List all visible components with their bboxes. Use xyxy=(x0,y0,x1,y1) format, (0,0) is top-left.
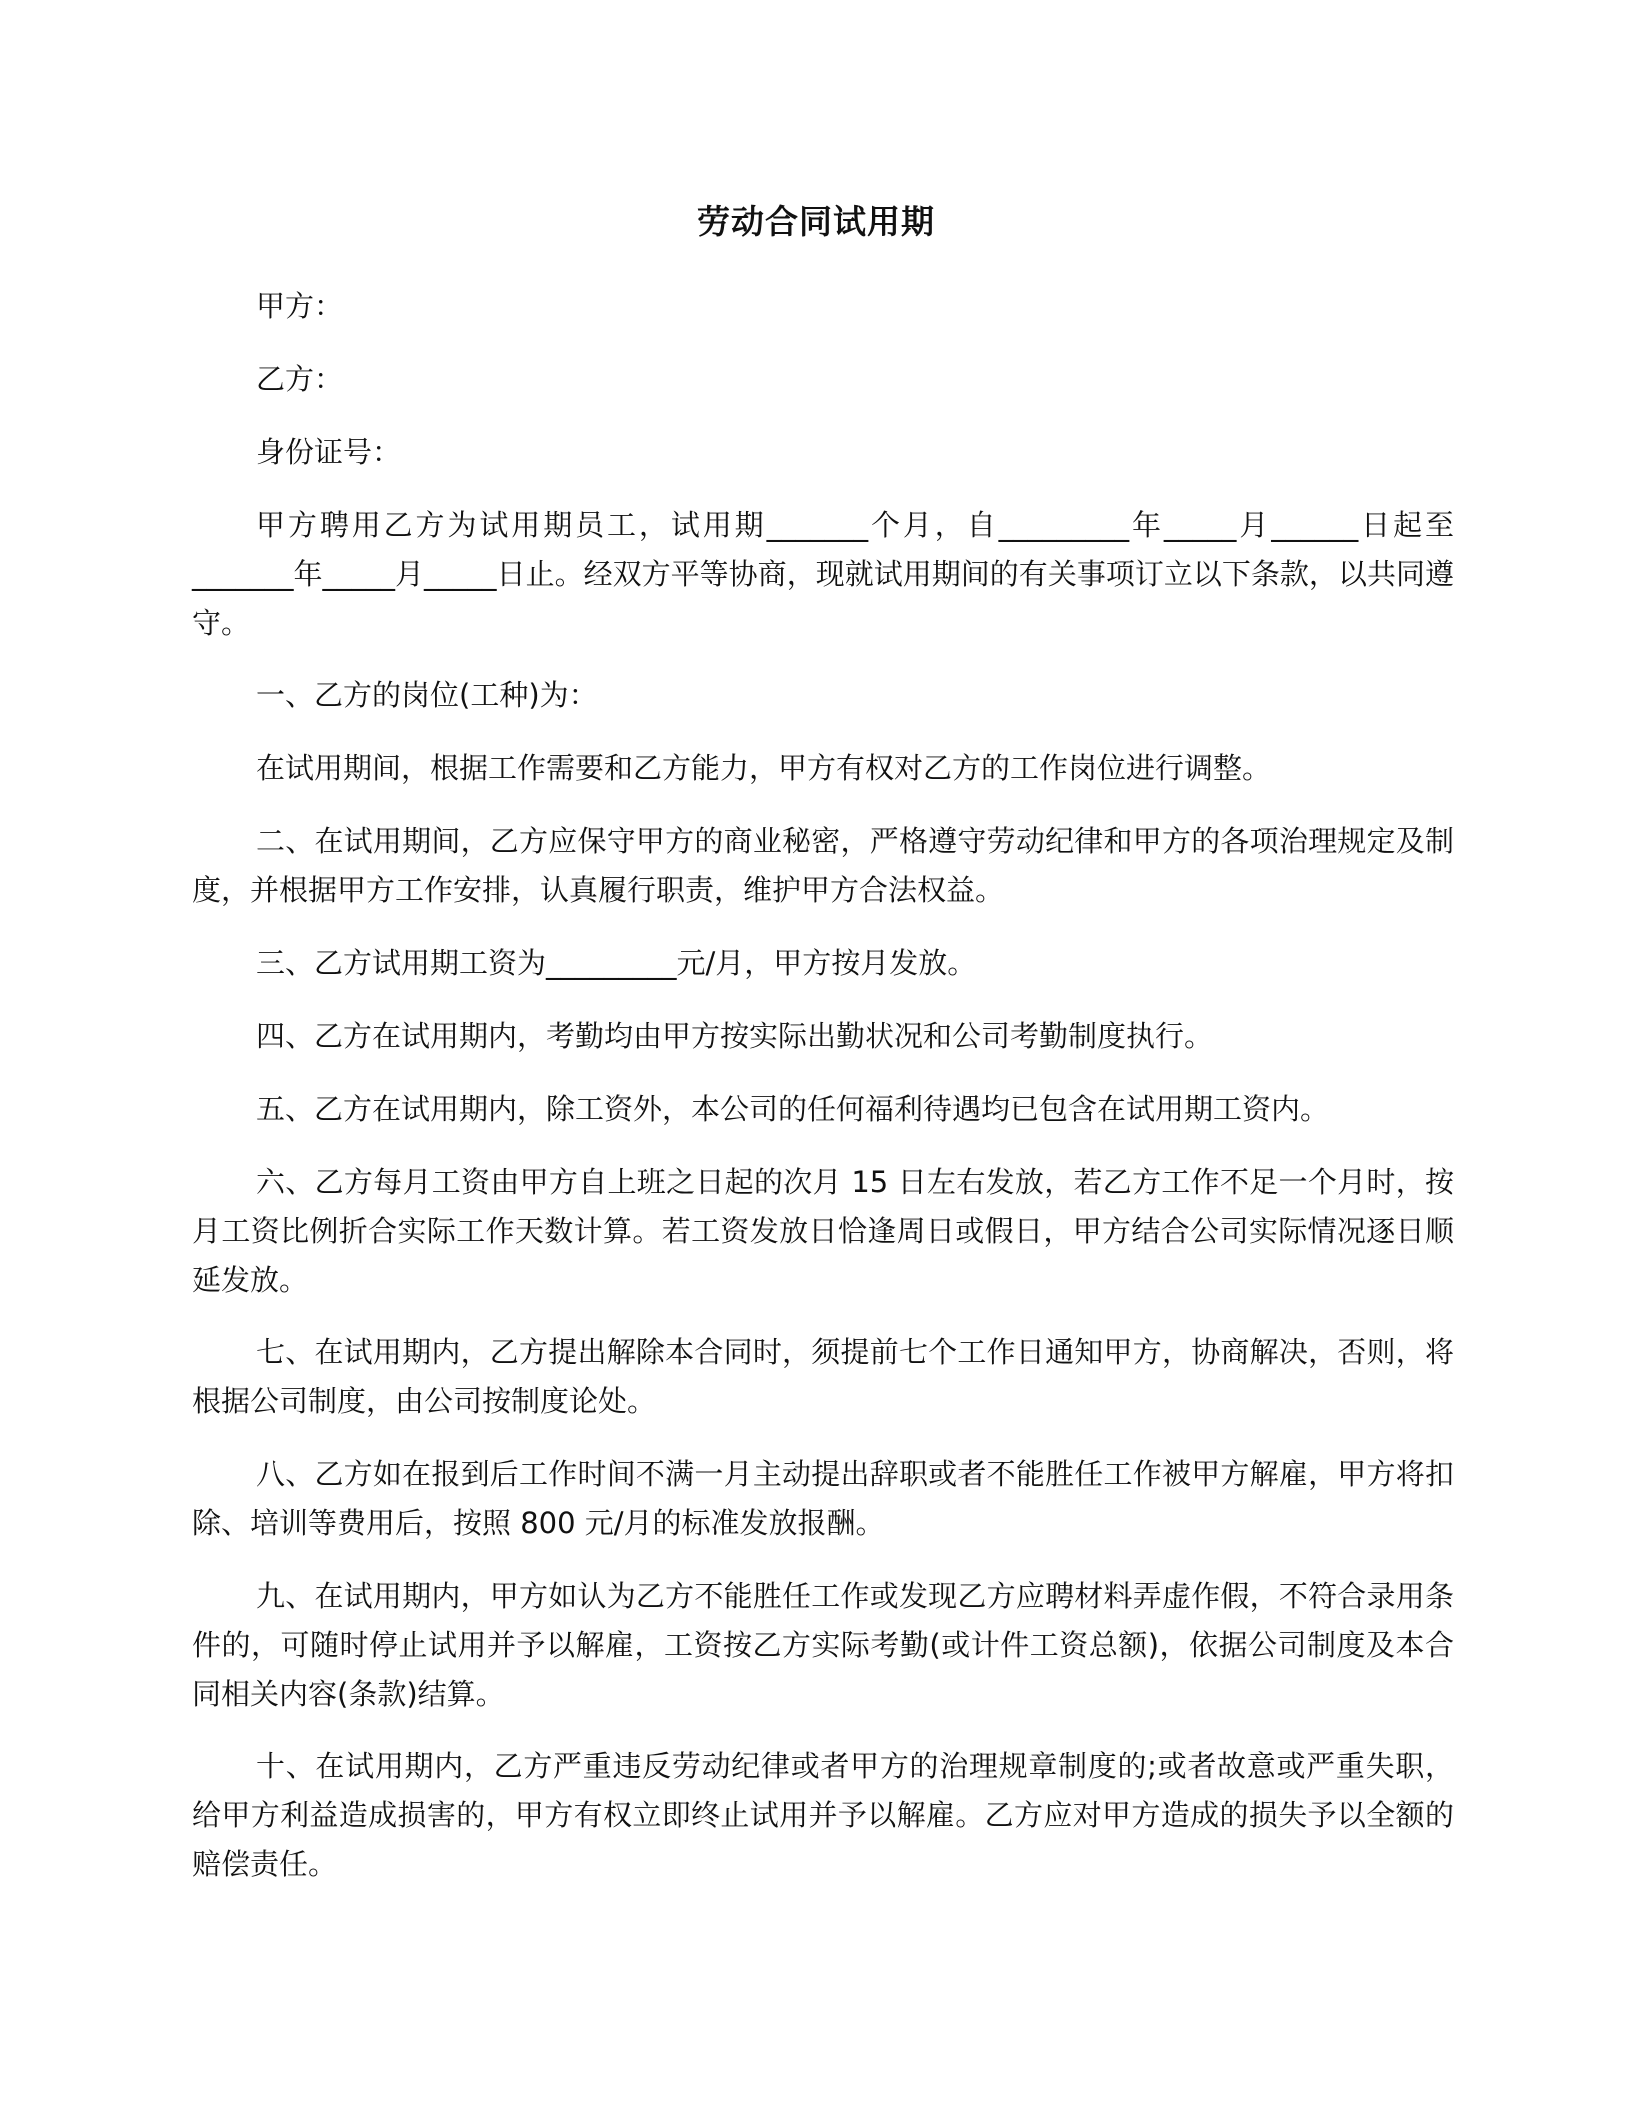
document-title: 劳动合同试用期 xyxy=(697,202,935,241)
clause-8: 八、乙方如在报到后工作时间不满一月主动提出辞职或者不能胜任工作被甲方解雇，甲方将扣除、培训等费用后，按照 800 元/月的标准发放报酬。 xyxy=(192,1457,1454,1540)
clause-6: 六、乙方每月工资由甲方自上班之日起的次月 15 日左右发放，若乙方工作不足一个月时，按月工资比例折合实际工作天数计算。若工资发放日恰逢周日或假日，甲方结合公司实际情况逐日顺延发放。 xyxy=(192,1165,1454,1297)
clause-10: 十、在试用期内，乙方严重违反劳动纪律或者甲方的治理规章制度的;或者故意或严重失职，给甲方利益造成损害的，甲方有权立即终止试用并予以解雇。乙方应对甲方造成的损失予以全额的赔偿责任。 xyxy=(192,1749,1454,1881)
id-number-line: 身份证号： xyxy=(256,435,402,469)
party-b-line: 乙方： xyxy=(256,362,344,396)
clause-9: 九、在试用期内，甲方如认为乙方不能胜任工作或发现乙方应聘材料弄虚作假，不符合录用条件的，可随时停止试用并予以解雇，工资按乙方实际考勤(或计件工资总额)，依据公司制度及本合同相关内容(条款)结算。 xyxy=(192,1579,1454,1711)
clause-1: 一、乙方的岗位(工种)为： xyxy=(256,678,598,712)
clause-4: 四、乙方在试用期内，考勤均由甲方按实际出勤状况和公司考勤制度执行。 xyxy=(256,1019,1214,1053)
clause-5: 五、乙方在试用期内，除工资外，本公司的任何福利待遇均已包含在试用期工资内。 xyxy=(256,1092,1330,1126)
intro-paragraph: 甲方聘用乙方为试用期员工，试用期_______个月，自_________年_____月______日起至_______年_____月_____日止。经双方平等协商，现就试用期间的有关事项订立以下条款，以共同遵守。 xyxy=(192,508,1454,640)
clause-2: 二、在试用期间，乙方应保守甲方的商业秘密，严格遵守劳动纪律和甲方的各项治理规定及制度，并根据甲方工作安排，认真履行职责，维护甲方合法权益。 xyxy=(192,824,1454,907)
clause-7: 七、在试用期内，乙方提出解除本合同时，须提前七个工作日通知甲方，协商解决，否则，将根据公司制度，由公司按制度论处。 xyxy=(192,1335,1454,1418)
clause-1-detail: 在试用期间，根据工作需要和乙方能力，甲方有权对乙方的工作岗位进行调整。 xyxy=(256,751,1272,785)
party-a-line: 甲方： xyxy=(256,289,344,323)
clause-3: 三、乙方试用期工资为_________元/月，甲方按月发放。 xyxy=(256,946,977,980)
